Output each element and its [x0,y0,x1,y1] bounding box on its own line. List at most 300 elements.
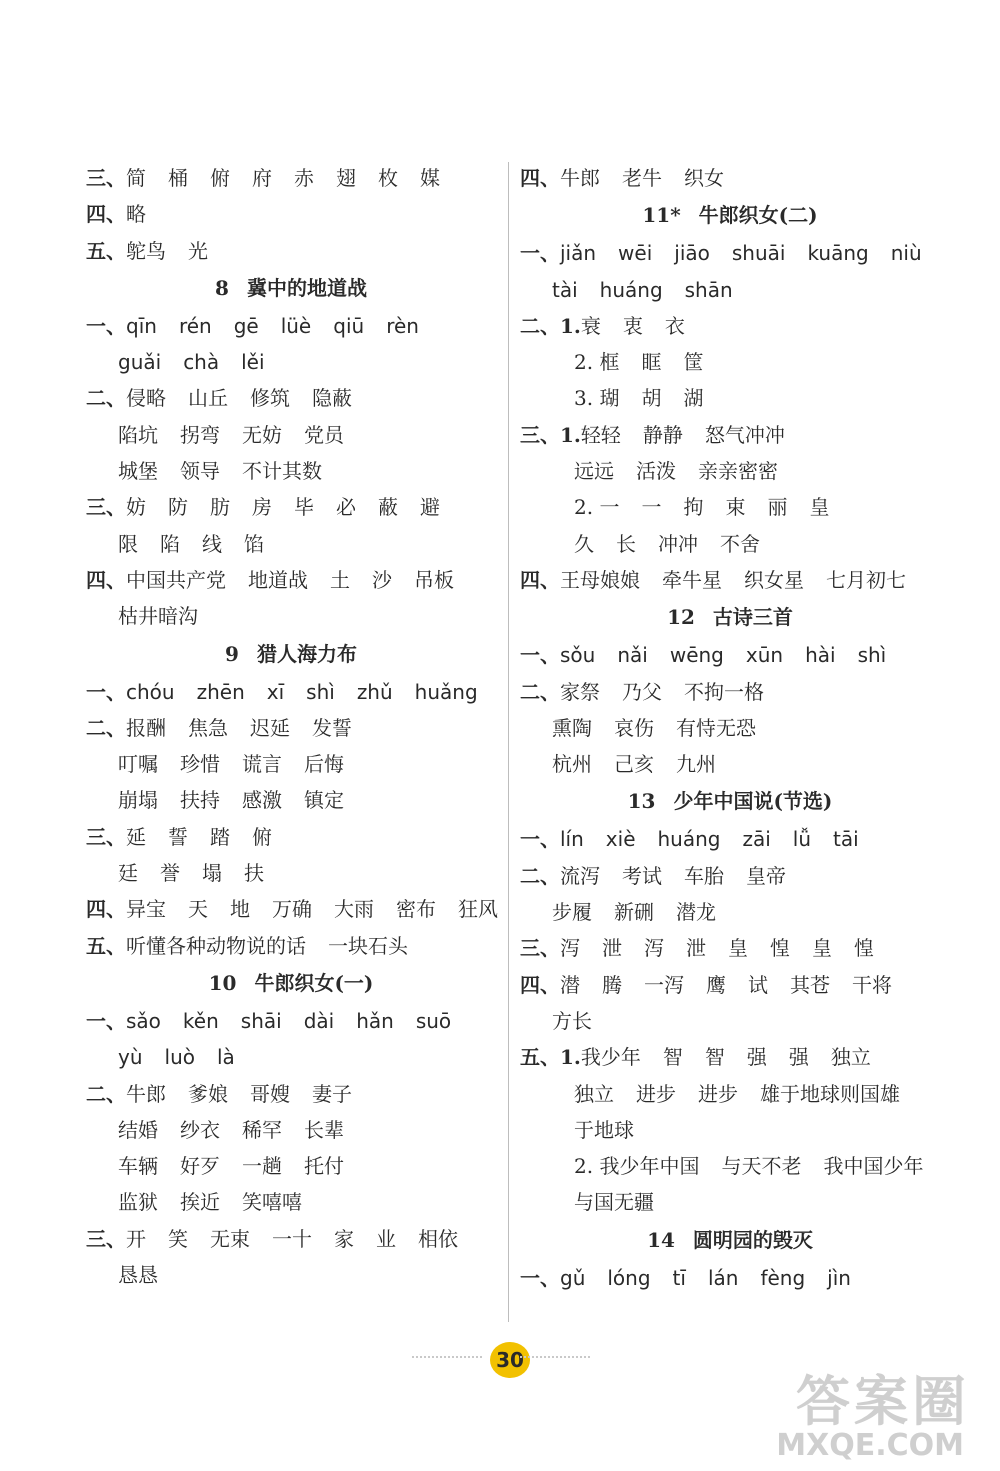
question-marker: 四、 [86,202,126,227]
answer-line [86,1039,496,1075]
question-marker: 三、 [86,166,126,190]
question-marker: 三、 [86,824,126,849]
answer-word: 肪 [210,495,230,520]
answer-word: 无束 [210,1226,250,1251]
answer-line [86,746,496,782]
page-number: 30 [490,1342,530,1378]
answer-line [86,233,496,269]
answer-word: 长辈 [304,1117,344,1142]
answer-word: 潜 [560,972,580,997]
answer-line [86,417,496,453]
answer-word: 老牛 [622,166,662,190]
answer-line [520,417,940,453]
answer-word: 地 [230,897,250,922]
answer-word: 织女 [684,166,724,190]
answer-line [520,746,940,782]
answer-line [86,380,496,416]
answer-line [520,1260,940,1296]
answer-word: 皇 [809,495,830,520]
pinyin-answer: zhǔ [356,679,393,704]
answer-word: 简 [126,166,146,190]
pinyin-answer: tāi [833,827,859,852]
left-column [86,160,496,1293]
answer-word: 赤 [294,166,314,190]
pinyin-answer: sǒu [560,643,596,668]
answer-word: 潜龙 [676,900,716,925]
pinyin-answer: xiè [605,827,636,852]
footer-ornament-left [412,1356,482,1358]
answer-word: 亲亲密密 [698,459,778,484]
answer-word: 惶 [854,936,874,961]
answer-word: 乃父 [622,679,662,704]
answer-word: 谎言 [242,752,282,777]
pinyin-answer: lóng [607,1265,651,1290]
answer-word: 万确 [272,897,312,922]
answer-line [86,344,496,380]
answer-word: 强 [788,1045,809,1070]
answer-word: 步履 [552,900,592,925]
answer-line [520,380,940,416]
answer-word: 光 [188,238,208,263]
answer-word: 沙 [372,567,392,592]
answer-word: 不计其数 [242,459,322,484]
answer-word: 泄 [686,936,706,961]
answer-word: 廷 [118,861,138,886]
answer-word: 新硎 [614,900,654,925]
question-marker: 二、 [520,863,560,888]
section-heading [520,196,940,235]
answer-word: 与天不老 [721,1154,802,1179]
question-marker: 二、1. [520,313,581,338]
pinyin-answer: nǎi [617,643,648,668]
answer-word: 泄 [602,936,622,961]
answer-word: 城堡 [118,459,158,484]
answer-word: 轻轻 [580,422,621,447]
pinyin-answer: kuāng [807,241,869,266]
answer-word: 俯 [252,824,272,849]
answer-line [520,160,940,196]
answer-word: 笑嘻嘻 [242,1190,302,1215]
answer-word: 雄于地球则国雄 [760,1081,900,1106]
pinyin-answer: jiāo [674,241,710,266]
question-marker: 一、 [86,679,126,704]
answer-word: 拘 [683,495,704,520]
question-marker: 一、 [520,1265,560,1290]
answer-word: 塌 [202,861,222,886]
answer-word: 府 [252,166,272,190]
answer-word: 避 [420,495,440,520]
answer-word: 腾 [602,972,622,997]
pinyin-answer: huáng [599,277,663,302]
answer-word: 丽 [767,495,788,520]
answer-word: 纱衣 [180,1117,220,1142]
answer-line [86,196,496,232]
pinyin-answer: chóu [126,679,175,704]
answer-word: 鸵鸟 [126,238,166,263]
answer-line [520,710,940,746]
answer-word: 翅 [336,166,356,190]
answer-word: 家祭 [560,679,600,704]
pinyin-answer: xūn [745,643,784,668]
answer-word: 牛郎 [126,1081,166,1106]
answer-word: 枯井暗沟 [118,604,198,629]
answer-word: 智 [704,1045,725,1070]
answer-line [520,1039,940,1075]
pinyin-answer: jiǎn [560,241,597,266]
answer-word: 隐蔽 [312,386,352,411]
answer-line [86,598,496,634]
answer-word: 馅 [244,531,264,556]
answer-line [520,894,940,930]
answer-word: 崩塌 [118,788,158,813]
answer-word: 妨 [126,495,146,520]
lesson-title: 圆明园的毁灭 [692,1227,813,1252]
answer-word: 扶 [244,861,264,886]
pinyin-answer: sǎo [126,1008,161,1033]
answer-line [86,1257,496,1293]
answer-word: 必 [336,495,356,520]
answer-line [520,272,940,308]
answer-word: 毕 [294,495,314,520]
question-marker: 一、 [86,1008,126,1033]
answer-word: 修筑 [250,386,290,411]
answer-word: 枚 [378,166,398,190]
answer-word: 天 [188,897,208,922]
answer-word: 一泻 [644,972,684,997]
answer-word: 2. 框 [574,350,620,375]
answer-word: 叮嘱 [118,752,158,777]
pinyin-answer: lüè [280,313,312,338]
answer-word: 进步 [636,1081,676,1106]
answer-line [86,855,496,891]
pinyin-answer: gǔ [560,1265,586,1290]
answer-word: 活泼 [636,459,676,484]
answer-word: 防 [168,495,188,520]
answer-word: 牛郎 [560,166,600,190]
pinyin-answer: lěi [241,350,265,375]
answer-line [86,1112,496,1148]
answer-word: 家 [334,1226,354,1251]
answer-word: 泻 [644,936,664,961]
answer-word: 独立 [574,1081,614,1106]
answer-word: 独立 [830,1045,871,1070]
answer-word: 其苍 [790,972,830,997]
pinyin-answer: wēng [669,643,724,668]
answer-word: 蔽 [378,495,398,520]
answer-word: 皇帝 [746,863,786,888]
pinyin-answer: tài [552,277,578,302]
answer-line [86,891,496,927]
answer-word: 焦急 [188,715,228,740]
answer-word: 房 [252,495,272,520]
answer-line [86,526,496,562]
answer-word: 山丘 [188,386,228,411]
answer-word: 结婚 [118,1117,158,1142]
pinyin-answer: suō [415,1008,452,1033]
answer-word: 监狱 [118,1190,158,1215]
answer-word: 我少年 [580,1045,641,1070]
answer-word: 密布 [396,897,436,922]
answer-word: 湖 [683,386,704,411]
answer-word: 妻子 [312,1081,352,1106]
lesson-number: 11* [642,203,681,228]
answer-word: 怒气冲冲 [704,422,785,447]
pinyin-answer: shì [857,643,887,668]
pinyin-answer: yù [118,1045,143,1070]
answer-line [520,453,940,489]
pinyin-answer: tī [672,1265,686,1290]
pinyin-answer: shuāi [731,241,786,266]
answer-word: 考试 [622,863,662,888]
answer-word: 与国无疆 [574,1190,654,1215]
answer-word: 相依 [418,1226,458,1251]
answer-line [520,637,940,673]
question-marker: 三、 [86,1226,126,1251]
question-marker: 五、 [86,933,126,958]
answer-word: 踏 [210,824,230,849]
question-marker: 一、 [86,313,126,338]
answer-word: 一 [641,495,662,520]
answer-word: 我中国少年 [823,1154,924,1179]
answer-word: 长 [616,531,636,556]
pinyin-answer: zhēn [196,679,245,704]
section-heading [86,635,496,674]
pinyin-answer: shāi [240,1008,282,1033]
answer-word: 镇定 [304,788,344,813]
answer-word: 土 [330,567,350,592]
answer-word: 强 [746,1045,767,1070]
answer-word: 己亥 [614,752,654,777]
question-marker: 二、 [86,1081,126,1106]
right-column [520,160,940,1296]
pinyin-answer: niù [890,241,922,266]
pinyin-answer: shì [306,679,335,704]
answer-word: 异宝 [126,897,166,922]
section-heading [520,598,940,637]
answer-line [86,562,496,598]
pinyin-answer: lín [560,827,584,852]
answer-word: 惶 [770,936,790,961]
footer-ornament-right [520,1356,590,1358]
answer-word: 衷 [622,313,643,338]
pinyin-answer: chà [183,350,220,375]
answer-line [86,160,496,196]
lesson-title: 猎人海力布 [256,641,357,666]
pinyin-answer: huáng [657,827,721,852]
answer-line [520,1076,940,1112]
watermark [770,1351,980,1471]
section-heading [520,1221,940,1260]
answer-word: 托付 [304,1154,344,1179]
pinyin-answer: rèn [386,313,419,338]
question-marker: 四、 [520,972,560,997]
answer-word: 陷坑 [118,422,158,447]
pinyin-answer: lǚ [792,827,812,852]
pinyin-answer: xī [266,679,285,704]
lesson-number: 8 [215,275,229,300]
answer-word: 中国共产党 [126,567,226,592]
answer-line [520,1184,940,1220]
answer-line [520,235,940,271]
question-marker: 四、 [520,166,560,190]
lesson-title: 牛郎织女(一) [254,970,374,995]
answer-word: 好歹 [180,1154,220,1179]
question-marker: 五、 [86,238,126,263]
answer-word: 干将 [852,972,892,997]
answer-word: 笑 [168,1226,188,1251]
answer-line [520,930,940,966]
question-marker: 二、 [86,386,126,411]
answer-word: 线 [202,531,222,556]
answer-line [86,308,496,344]
pinyin-answer: shān [684,277,733,302]
answer-line [520,308,940,344]
answer-word: 后悔 [304,752,344,777]
section-heading [86,964,496,1003]
answer-line [86,1221,496,1257]
pinyin-answer: hǎn [356,1008,394,1033]
answer-word: 不舍 [720,531,760,556]
question-marker: 四、 [86,897,126,922]
lesson-title: 少年中国说(节选) [673,789,833,814]
answer-line [520,1003,940,1039]
answer-word: 衰 [580,313,601,338]
answer-word: 织女星 [744,567,804,592]
answer-word: 陷 [160,531,180,556]
answer-line [86,674,496,710]
answer-word: 狂风 [458,897,498,922]
answer-line [520,821,940,857]
answer-word: 略 [126,202,146,227]
answer-line [520,1112,940,1148]
answer-word: 皇 [728,936,748,961]
answer-word: 衣 [664,313,685,338]
answer-line [520,526,940,562]
answer-word: 吊板 [414,567,454,592]
answer-word: 一十 [272,1226,312,1251]
answer-word: 延 [126,824,146,849]
pinyin-answer: lán [707,1265,739,1290]
answer-word: 俯 [210,166,230,190]
answer-word: 试 [748,972,768,997]
pinyin-answer: huǎng [414,679,478,704]
watermark-url: MXQE.COM [776,1428,964,1463]
answer-line [520,489,940,525]
answer-word: 业 [376,1226,396,1251]
answer-word: 胡 [641,386,662,411]
pinyin-answer: hài [805,643,836,668]
question-marker: 二、 [86,715,126,740]
answer-line [86,489,496,525]
answer-word: 鹰 [706,972,726,997]
answer-word: 一块石头 [328,933,408,958]
answer-word: 媒 [420,166,440,190]
lesson-title: 牛郎织女(二) [698,203,818,228]
answer-word: 静静 [642,422,683,447]
answer-word: 杭州 [552,752,592,777]
answer-word: 3. 瑚 [574,386,620,411]
answer-word: 感激 [242,788,282,813]
lesson-title: 古诗三首 [712,605,793,630]
answer-word: 誉 [160,861,180,886]
answer-word: 牵牛星 [662,567,722,592]
answer-word: 领导 [180,459,220,484]
answer-word: 开 [126,1226,146,1251]
answer-word: 七月初七 [826,567,906,592]
pinyin-answer: luò [164,1045,195,1070]
section-heading [86,269,496,308]
answer-word: 挨近 [180,1190,220,1215]
answer-word: 誓 [168,824,188,849]
answer-line [86,710,496,746]
answer-word: 有恃无恐 [676,715,756,740]
question-marker: 五、1. [520,1045,581,1070]
answer-word: 无妨 [242,422,282,447]
answer-word: 眶 [641,350,662,375]
answer-word: 于地球 [574,1117,634,1142]
answer-word: 发誓 [312,715,352,740]
answer-word: 久 [574,531,594,556]
pinyin-answer: wēi [618,241,653,266]
answer-word: 不拘一格 [684,679,764,704]
answer-word: 听懂各种动物说的话 [126,933,306,958]
answer-word: 爹娘 [188,1081,228,1106]
answer-word: 束 [725,495,746,520]
answer-line [86,1003,496,1039]
answer-word: 2. 我少年中国 [574,1154,700,1179]
pinyin-answer: kěn [182,1008,219,1033]
answer-word: 扶持 [180,788,220,813]
lesson-title: 冀中的地道战 [246,275,367,300]
watermark-logo-text: 答案圈 [796,1370,970,1433]
answer-word: 车辆 [118,1154,158,1179]
answer-line [86,453,496,489]
answer-word: 智 [662,1045,683,1070]
question-marker: 一、 [520,241,560,266]
lesson-number: 10 [208,970,237,995]
answer-line [86,928,496,964]
answer-line [520,344,940,380]
question-marker: 一、 [520,827,560,852]
pinyin-answer: qīn [126,313,157,338]
answer-line [86,1148,496,1184]
lesson-number: 9 [225,641,239,666]
answer-word: 王母娘娘 [560,567,640,592]
answer-word: 车胎 [684,863,724,888]
answer-word: 一趟 [242,1154,282,1179]
question-marker: 一、 [520,643,560,668]
answer-line [86,1076,496,1112]
answer-line [520,1148,940,1184]
section-heading [520,782,940,821]
answer-word: 九州 [676,752,716,777]
lesson-number: 12 [667,605,695,630]
answer-word: 侵略 [126,386,166,411]
answer-word: 进步 [698,1081,738,1106]
pinyin-answer: dài [303,1008,335,1033]
answer-word: 熏陶 [552,715,592,740]
answer-word: 恳恳 [118,1263,158,1288]
answer-word: 桶 [168,166,188,190]
answer-word: 2. 一 [574,495,620,520]
question-marker: 三、 [520,936,560,961]
answer-line [86,782,496,818]
answer-word: 党员 [304,422,344,447]
answer-word: 皇 [812,936,832,961]
answer-word: 泻 [560,936,580,961]
question-marker: 二、 [520,679,560,704]
answer-line [520,858,940,894]
